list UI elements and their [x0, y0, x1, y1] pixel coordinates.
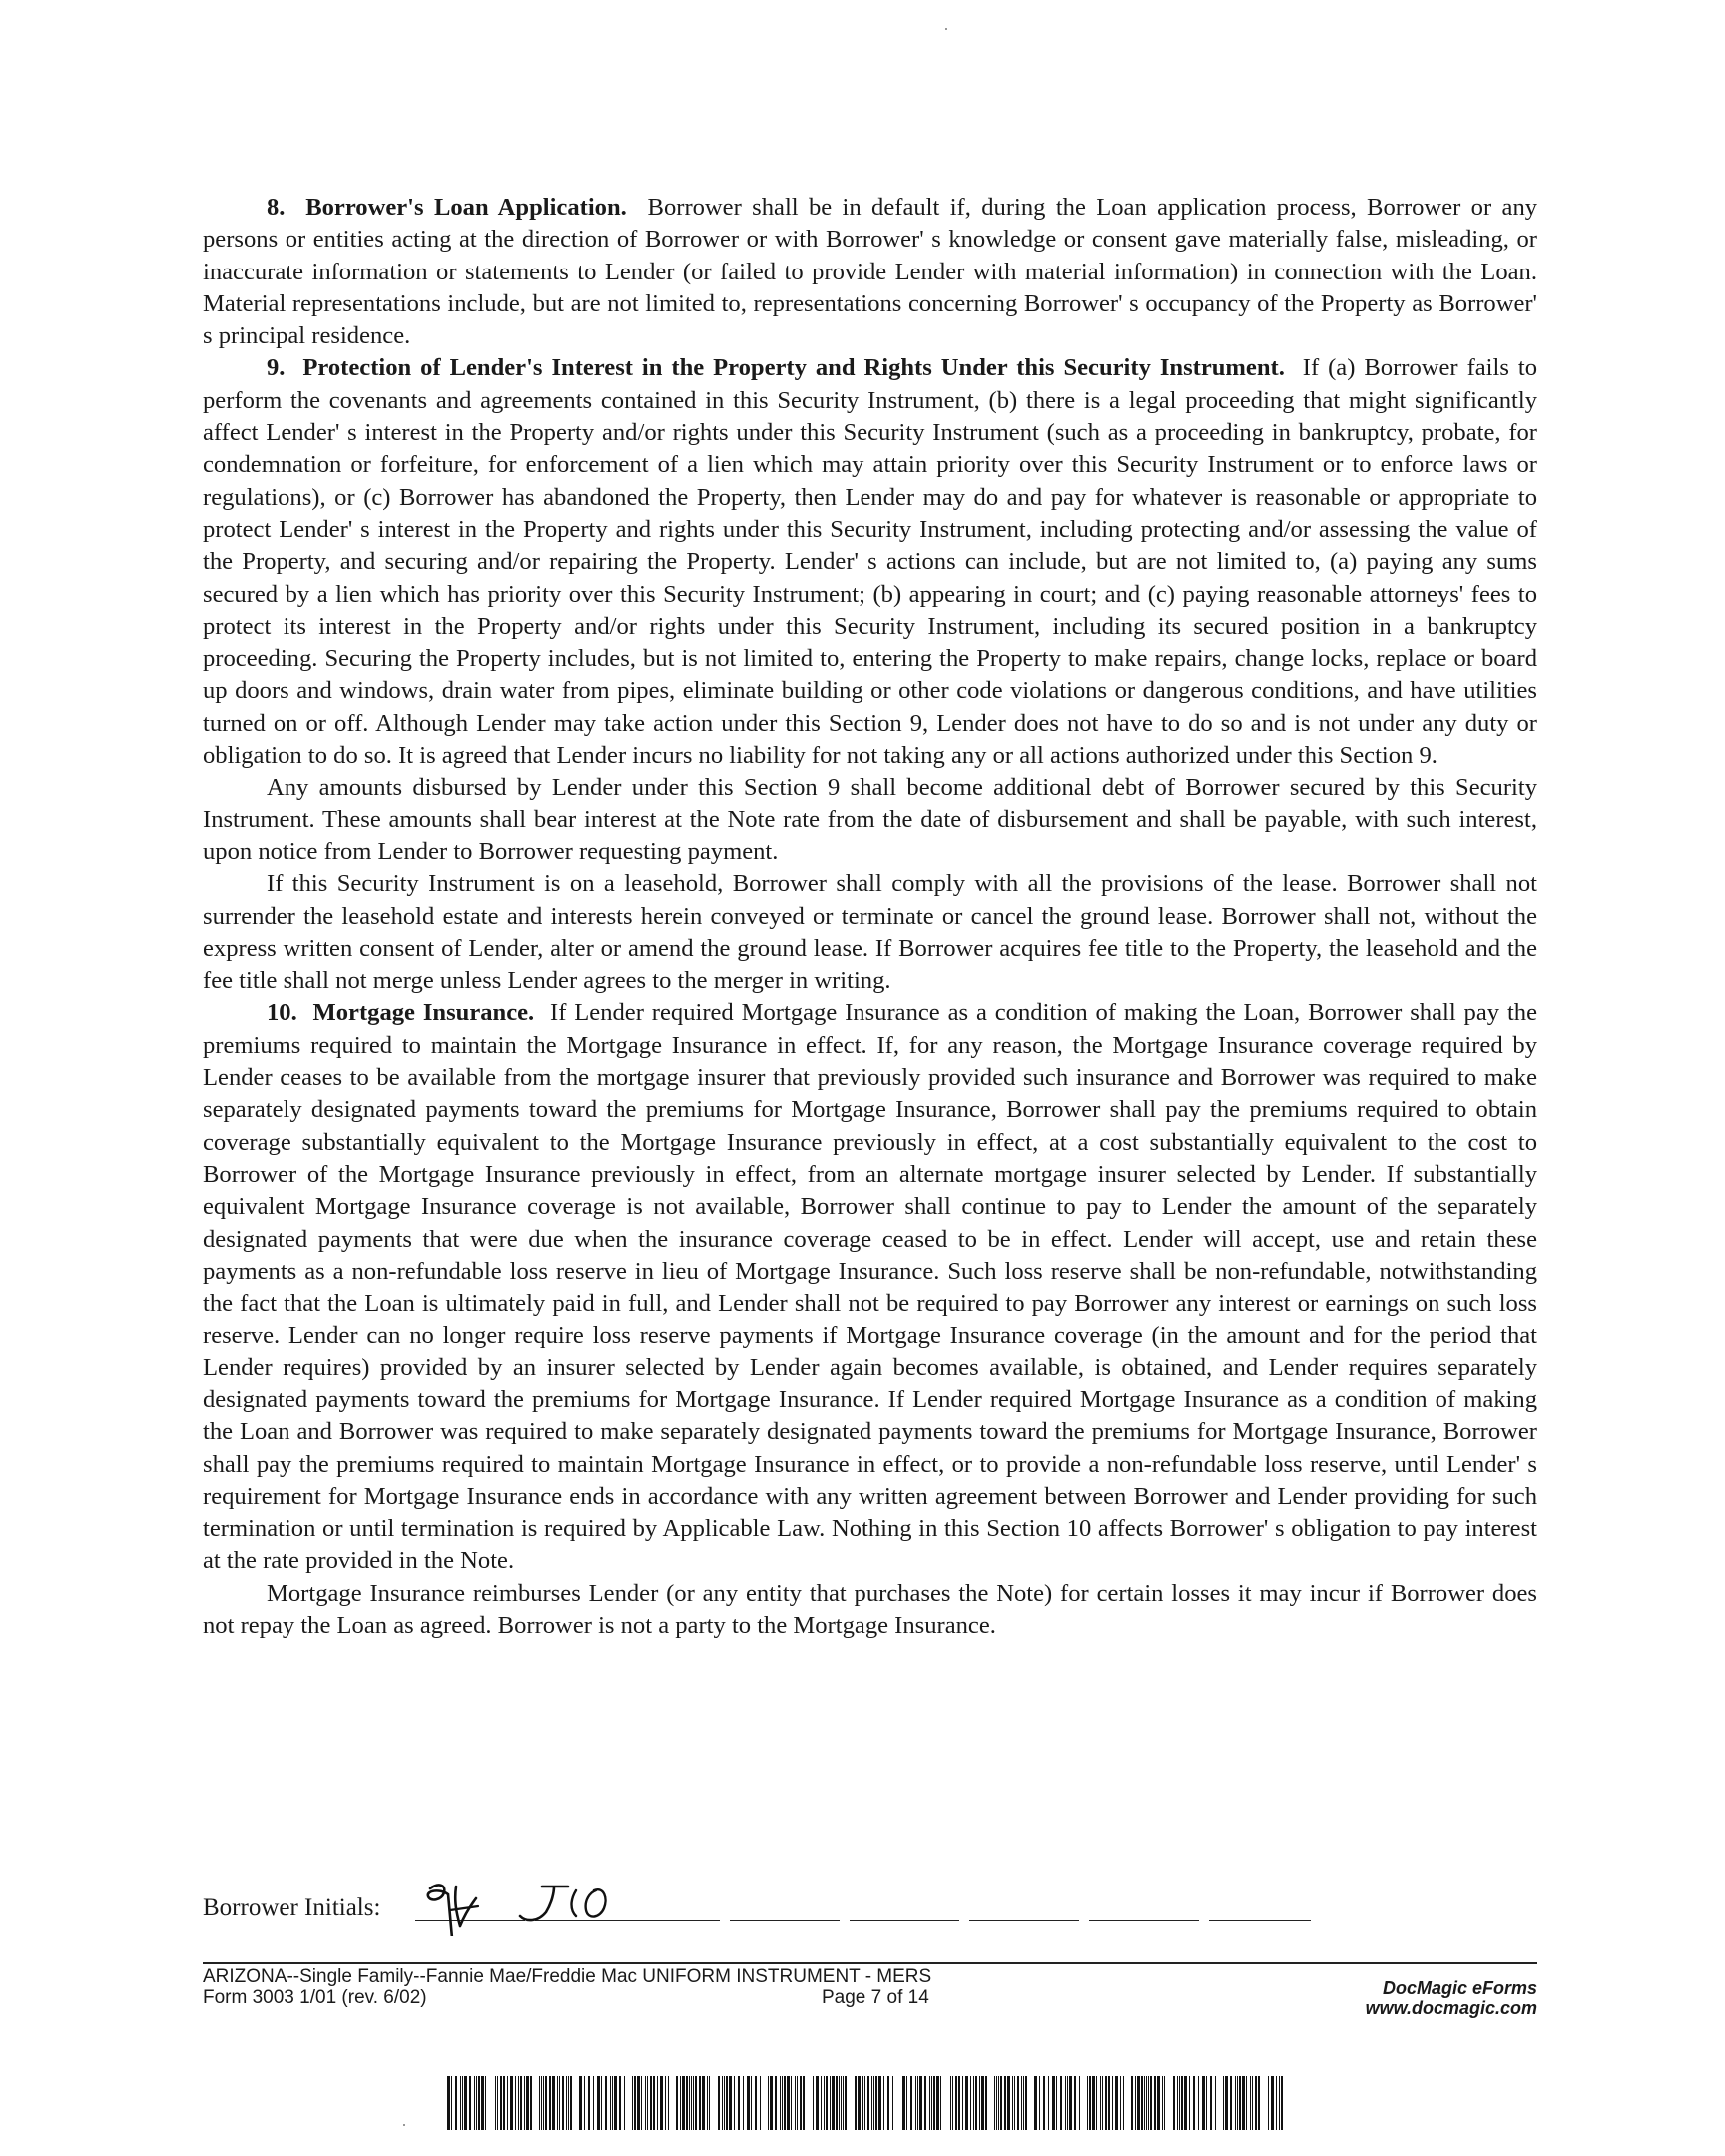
section-9-heading: Protection of Lender's Interest in the Property and Rights Under this Security Instrument.	[302, 354, 1285, 382]
barcode-bar	[892, 2076, 893, 2130]
barcode-bar	[955, 2076, 957, 2130]
barcode-bar	[1276, 2076, 1277, 2130]
barcode-bar	[910, 2076, 912, 2130]
initials-field-3[interactable]	[730, 1920, 840, 1921]
footer-rule	[203, 1962, 1537, 1964]
barcode-bar	[474, 2076, 475, 2130]
barcode-bar	[770, 2076, 773, 2130]
initials-field-4[interactable]	[850, 1920, 959, 1921]
section-8-text: Borrower shall be in default if, during the Loan application process, Borrower or any persons or entities acting at the direction of Borrower or with Borrower' s knowledge or consent gave materially false, misleading, or inaccurate information or statements to Lender (or failed to provide Lender with material information) in connection with the Loan. Material representations include, but are not limited to, representations concerning Borrower' s occupancy of the Property as Borrower' s principal residence.	[203, 194, 1538, 350]
barcode-bar	[593, 2076, 594, 2130]
barcode-bar	[1052, 2076, 1055, 2130]
footer-form-title: ARIZONA--Single Family--Fannie Mae/Freddie Mac UNIFORM INSTRUMENT - MERS	[203, 1966, 932, 1987]
docmagic-website: www.docmagic.com	[1365, 1998, 1537, 2018]
barcode-bar	[682, 2076, 685, 2130]
barcode-bar	[507, 2076, 508, 2130]
barcode-bar	[952, 2076, 953, 2130]
barcode-bar	[557, 2076, 558, 2130]
document-body	[203, 192, 1537, 1642]
barcode-bar	[1092, 2076, 1095, 2130]
barcode-bar	[1268, 2076, 1269, 2130]
barcode-bar	[552, 2076, 555, 2130]
barcode-bar	[1144, 2076, 1145, 2130]
barcode-bar	[1120, 2076, 1121, 2130]
barcode-bar	[1108, 2076, 1110, 2130]
barcode-bar	[970, 2076, 971, 2130]
barcode-bar	[481, 2076, 484, 2130]
barcode-bar	[1074, 2076, 1076, 2130]
barcode-bar	[526, 2076, 529, 2130]
barcode-bar	[929, 2076, 930, 2130]
barcode-bar	[543, 2076, 544, 2130]
barcode-bar	[962, 2076, 963, 2130]
barcode-bar	[830, 2076, 831, 2130]
barcode-bar	[836, 2076, 838, 2130]
barcode-bar	[645, 2076, 646, 2130]
barcode-bar	[612, 2076, 613, 2130]
barcode-bar	[601, 2076, 602, 2130]
barcode-bar	[610, 2076, 611, 2130]
barcode-bar	[832, 2076, 835, 2130]
barcode-bar	[873, 2076, 874, 2130]
barcode-bar	[650, 2076, 652, 2130]
barcode-bar	[1198, 2076, 1199, 2130]
barcode-bar	[476, 2076, 477, 2130]
barcode-bar	[1162, 2076, 1163, 2130]
barcode-bar	[878, 2076, 881, 2130]
barcode-bar	[680, 2076, 681, 2130]
barcode-bar	[1184, 2076, 1187, 2130]
barcode-bar	[813, 2076, 814, 2130]
barcode-bar	[780, 2076, 781, 2130]
barcode-bar	[1223, 2076, 1224, 2130]
barcode-bar	[979, 2076, 980, 2130]
barcode-bar	[915, 2076, 916, 2130]
barcode-bar	[795, 2076, 796, 2130]
section-9-number: 9.	[267, 354, 286, 382]
barcode-bar	[1157, 2076, 1160, 2130]
barcode-bar	[985, 2076, 987, 2130]
barcode-bar	[520, 2076, 522, 2130]
barcode-bar	[887, 2076, 889, 2130]
barcode-bar	[724, 2076, 725, 2130]
barcode-bar	[722, 2076, 723, 2130]
barcode-bar	[1215, 2076, 1216, 2130]
barcode-bar	[1100, 2076, 1101, 2130]
docmagic-logo: DocMagic eForms	[1382, 1978, 1537, 1998]
barcode-bar	[1039, 2076, 1040, 2130]
barcode-bar	[702, 2076, 705, 2130]
footer-page-number: Page 7 of 14	[822, 1987, 929, 2008]
barcode-bar	[1105, 2076, 1107, 2130]
barcode-bar	[1150, 2076, 1152, 2130]
barcode-bar	[1177, 2076, 1178, 2130]
barcode-bar	[1235, 2076, 1236, 2130]
barcode-bar	[1252, 2076, 1253, 2130]
barcode-bar	[570, 2076, 572, 2130]
barcode-bar	[1034, 2076, 1037, 2130]
section-10-number: 10.	[267, 999, 297, 1027]
barcode-bar	[797, 2076, 798, 2130]
barcode-bar	[729, 2076, 732, 2130]
barcode-bar	[1250, 2076, 1251, 2130]
barcode-bar	[1258, 2076, 1260, 2130]
barcode-bar	[624, 2076, 625, 2130]
footer-form-info	[203, 1966, 1121, 2008]
barcode-bar	[691, 2076, 692, 2130]
barcode-bar	[843, 2076, 844, 2130]
barcode-bar	[460, 2076, 461, 2130]
barcode-bar	[919, 2076, 922, 2130]
barcode-bar	[1206, 2076, 1207, 2130]
barcode-bar	[841, 2076, 842, 2130]
barcode-bar	[826, 2076, 828, 2130]
barcode-bar	[1069, 2076, 1072, 2130]
barcode-bar	[1021, 2076, 1022, 2130]
handwritten-initials-signature	[203, 1877, 722, 1936]
barcode-bar	[447, 2076, 450, 2130]
barcode-bar	[469, 2076, 471, 2130]
barcode-bar	[1146, 2076, 1147, 2130]
barcode-bar	[816, 2076, 819, 2130]
section-9-paragraph-3: If this Security Instrument is on a leasehold, Borrower shall comply with all the provisions of the lease. Borrower shall not surrender the leasehold estate and interests herein conveyed or terminate or cancel the ground lease. Borrower shall not, without the express written consent of Lender, alter or amend the ground lease. If Borrower acquires fee title to the Property, the leasehold and the fee title shall not merge unless Lender agrees to the merger in writing.	[203, 870, 1537, 995]
barcode-bar	[1017, 2076, 1019, 2130]
barcode-bar	[1079, 2076, 1080, 2130]
barcode-bar	[975, 2076, 977, 2130]
section-8	[203, 192, 1537, 352]
barcode-bar	[1087, 2076, 1088, 2130]
barcode-bar	[871, 2076, 872, 2130]
barcode-bar	[1239, 2076, 1241, 2130]
barcode-bar	[641, 2076, 642, 2130]
section-9-text: If (a) Borrower fails to perform the covenants and agreements contained in this Security Instrument, (b) there is a legal proceeding that might significantly affect Lender' s interest in the Property and/or rights under this Security Instrument (such as a proceeding in bankruptcy, probate, for condemnation or forfeiture, for enforcement of a lien which may attain priority over this Security Instrument or to enforce laws or regulations), or (c) Borrower has abandoned the Property, then Lender may do and pay for whatever is reasonable or appropriate to protect Lender' s interest in the Property and rights under this Security Instrument, including protecting and/or assessing the value of the Property, and securing and/or repairing the Property. Lender' s actions can include, but are not limited to, (a) paying any sums secured by a lien which has priority over this Security Instrument; (b) appearing in court; and (c) paying reasonable attorneys' fees to protect its interest in the Property and/or rights under this Security Instrument, including its secured position in a bankruptcy proceeding. Securing the Property includes, but is not limited to, entering the Property to make repairs, change locks, replace or board up doors and windows, drain water from pipes, eliminate building or other code violations or dangerous conditions, and have utilities turned on or off. Although Lender may take action under this Section 9, Lender does not have to do so and is not under any duty or obligation to do so. It is agreed that Lender incurs no liability for not taking any or all actions authorized under this Section 9.	[203, 354, 1538, 770]
section-10-text: If Lender required Mortgage Insurance as a condition of making the Loan, Borrower shall pay the premiums required to maintain the Mortgage Insurance in effect. If, for any reason, the Mortgage Insurance coverage required by Lender ceases to be available from the mortgage insurer that previously provided such insurance and Borrower was required to make separately designated payments toward the premiums for Mortgage Insurance, Borrower shall pay the premiums required to obtain coverage substantially equivalent to the Mortgage Insurance previously in effect, at a cost substantially equivalent to the cost to Borrower of the Mortgage Insurance previously in effect, from an alternate mortgage insurer selected by Lender. If substantially equivalent Mortgage Insurance coverage is not available, Borrower shall continue to pay to Lender the amount of the separately designated payments that were due when the insurance coverage ceased to be in effect. Lender will accept, use and retain these payments as a non-refundable loss reserve in lieu of Mortgage Insurance. Such loss reserve shall be non-refundable, notwithstanding the fact that the Loan is ultimately paid in full, and Lender shall not be required to pay Borrower any interest or earnings on such loss reserve. Lender can no longer require loss reserve payments if Mortgage Insurance coverage (in the amount and for the period that Lender requires) provided by an insurer selected by Lender again becomes available, is obtained, and Lender requires separately designated payments toward the premiums for Mortgage Insurance. If Lender required Mortgage Insurance as a condition of making the Loan and Borrower was required to make separately designated payments toward the premiums for Mortgage Insurance, Borrower shall pay the premiums required to maintain Mortgage Insurance in effect, or to provide a non-refundable loss reserve, until Lender' s requirement for Mortgage Insurance ends in accordance with any written agreement between Borrower and Lender providing for such termination or until termination is required by Applicable Law. Nothing in this Section 10 affects Borrower' s obligation to pay interest at the rate provided in the Note.	[203, 999, 1538, 1575]
barcode-bar	[800, 2076, 802, 2130]
barcode-bar	[998, 2076, 999, 2130]
barcode-bar	[665, 2076, 666, 2130]
barcode-bar	[875, 2076, 877, 2130]
barcode-bar	[1065, 2076, 1066, 2130]
barcode-bar	[510, 2076, 513, 2130]
barcode-bar	[933, 2076, 935, 2130]
barcode-bar	[693, 2076, 694, 2130]
barcode-bar	[686, 2076, 688, 2130]
barcode-bar	[1007, 2076, 1010, 2130]
barcode-bar	[858, 2076, 861, 2130]
barcode-bar	[1141, 2076, 1143, 2130]
barcode-bar	[1043, 2076, 1045, 2130]
barcode-bar	[668, 2076, 669, 2130]
barcode-bar	[803, 2076, 805, 2130]
barcode-bar	[478, 2076, 480, 2130]
barcode-bar	[906, 2076, 907, 2130]
barcode-bar	[782, 2076, 783, 2130]
barcode-bar	[940, 2076, 941, 2130]
initials-field-7[interactable]	[1209, 1920, 1311, 1921]
barcode-bar	[1000, 2076, 1002, 2130]
barcode-bar	[637, 2076, 640, 2130]
barcode-bar	[695, 2076, 697, 2130]
barcode-bar	[1023, 2076, 1024, 2130]
barcode-bar	[821, 2076, 822, 2130]
footer-form-number: Form 3003 1/01 (rev. 6/02)	[203, 1987, 427, 2008]
barcode-bar	[1210, 2076, 1212, 2130]
barcode-bar	[500, 2076, 502, 2130]
barcode-bar	[707, 2076, 708, 2130]
barcode-bar	[653, 2076, 655, 2130]
barcode-bar	[515, 2076, 516, 2130]
barcode-bar	[1246, 2076, 1247, 2130]
barcode-bar	[862, 2076, 863, 2130]
barcode-bar	[676, 2076, 678, 2130]
barcode-bar	[718, 2076, 720, 2130]
barcode-bar	[1089, 2076, 1091, 2130]
barcode-bar	[518, 2076, 519, 2130]
barcode-bar	[1004, 2076, 1006, 2130]
initials-field-5[interactable]	[969, 1920, 1079, 1921]
barcode-bar	[524, 2076, 525, 2130]
barcode-bar	[734, 2076, 735, 2130]
barcode-bar	[614, 2076, 617, 2130]
barcode-bar	[973, 2076, 974, 2130]
barcode-bar	[566, 2076, 567, 2130]
borrower-initials-row	[203, 1877, 1311, 1926]
barcode-bar	[760, 2076, 761, 2130]
barcode-bar	[1112, 2076, 1113, 2130]
barcode-bar	[545, 2076, 547, 2130]
barcode-bar	[902, 2076, 905, 2130]
barcode	[447, 2076, 1288, 2130]
barcode-bar	[1179, 2076, 1180, 2130]
footer-line-2	[203, 1987, 1121, 2008]
barcode-bar	[1067, 2076, 1068, 2130]
barcode-bar	[775, 2076, 777, 2130]
barcode-bar	[883, 2076, 884, 2130]
barcode-bar	[845, 2076, 847, 2130]
barcode-bar	[709, 2076, 710, 2130]
section-10-heading: Mortgage Insurance.	[312, 999, 535, 1027]
barcode-bar	[1164, 2076, 1165, 2130]
barcode-bar	[568, 2076, 569, 2130]
barcode-bar	[588, 2076, 590, 2130]
barcode-bar	[1048, 2076, 1049, 2130]
barcode-bar	[1060, 2076, 1062, 2130]
barcode-bar	[864, 2076, 865, 2130]
barcode-bar	[965, 2076, 968, 2130]
barcode-bar	[784, 2076, 786, 2130]
barcode-bar	[839, 2076, 840, 2130]
barcode-bar	[503, 2076, 505, 2130]
barcode-bar	[924, 2076, 926, 2130]
barcode-bar	[1123, 2076, 1124, 2130]
barcode-bar	[1173, 2076, 1175, 2130]
barcode-bar	[747, 2076, 750, 2130]
barcode-bar	[1181, 2076, 1183, 2130]
barcode-bar	[1193, 2076, 1195, 2130]
borrower-initials-label: Borrower Initials:	[203, 1894, 381, 1921]
barcode-bar	[787, 2076, 790, 2130]
barcode-bar	[562, 2076, 564, 2130]
footer-brand	[1366, 1978, 1537, 2018]
barcode-bar	[1242, 2076, 1245, 2130]
barcode-bar	[1025, 2076, 1027, 2130]
barcode-bar	[495, 2076, 496, 2130]
section-10	[203, 997, 1537, 1577]
barcode-bar	[917, 2076, 918, 2130]
section-9	[203, 352, 1537, 772]
barcode-bar	[743, 2076, 744, 2130]
barcode-bar	[660, 2076, 663, 2130]
barcode-bar	[958, 2076, 960, 2130]
barcode-bar	[768, 2076, 769, 2130]
barcode-bar	[657, 2076, 658, 2130]
scan-speck	[403, 2124, 405, 2126]
barcode-bar	[647, 2076, 648, 2130]
barcode-bar	[619, 2076, 621, 2130]
barcode-bar	[1148, 2076, 1149, 2130]
barcode-bar	[950, 2076, 951, 2130]
section-9-paragraph-2: Any amounts disbursed by Lender under this Section 9 shall become additional debt of Borrower secured by this Security Instrument. These amounts shall bear interest at the Note rate from the date of disbursement and shall be payable, with such interest, upon notice from Lender to Borrower requesting payment.	[203, 774, 1537, 865]
barcode-bar	[464, 2076, 467, 2130]
barcode-bar	[1131, 2076, 1133, 2130]
barcode-bar	[1115, 2076, 1118, 2130]
barcode-bar	[451, 2076, 452, 2130]
barcode-bar	[738, 2076, 740, 2130]
barcode-bar	[462, 2076, 463, 2130]
barcode-bar	[751, 2076, 752, 2130]
scan-speck	[945, 28, 947, 30]
barcode-bar	[1012, 2076, 1013, 2130]
barcode-bar	[1189, 2076, 1190, 2130]
barcode-bar	[981, 2076, 984, 2130]
barcode-bar	[1202, 2076, 1205, 2130]
barcode-bar	[1096, 2076, 1097, 2130]
barcode-bar	[1137, 2076, 1140, 2130]
barcode-bar	[1279, 2076, 1280, 2130]
barcode-bar	[605, 2076, 607, 2130]
section-10-paragraph-2: Mortgage Insurance reimburses Lender (or any entity that purchases the Note) for certain losses it may incur if Borrower does not repay the Loan as agreed. Borrower is not a party to the Mortgage Insurance.	[203, 1579, 1537, 1640]
initials-field-6[interactable]	[1089, 1920, 1199, 1921]
barcode-bar	[539, 2076, 540, 2130]
barcode-bar	[1056, 2076, 1057, 2130]
barcode-bar	[1135, 2076, 1136, 2130]
barcode-bar	[632, 2076, 633, 2130]
barcode-bar	[549, 2076, 551, 2130]
barcode-bar	[1271, 2076, 1274, 2130]
section-8-number: 8.	[267, 194, 286, 221]
barcode-bar	[791, 2076, 792, 2130]
barcode-bar	[994, 2076, 995, 2130]
barcode-bar	[855, 2076, 857, 2130]
barcode-bar	[1154, 2076, 1156, 2130]
barcode-bar	[455, 2076, 457, 2130]
barcode-bar	[1230, 2076, 1232, 2130]
barcode-bar	[1237, 2076, 1238, 2130]
barcode-bar	[530, 2076, 532, 2130]
barcode-bar	[541, 2076, 542, 2130]
barcode-bar	[579, 2076, 582, 2130]
barcode-bar	[867, 2076, 869, 2130]
barcode-bar	[699, 2076, 701, 2130]
barcode-bar	[936, 2076, 939, 2130]
barcode-bar	[824, 2076, 825, 2130]
barcode-bar	[755, 2076, 757, 2130]
barcode-bar	[689, 2076, 690, 2130]
barcode-bar	[931, 2076, 932, 2130]
barcode-bar	[559, 2076, 560, 2130]
barcode-bar	[497, 2076, 498, 2130]
barcode-bar	[1014, 2076, 1015, 2130]
barcode-bar	[726, 2076, 728, 2130]
barcode-bar	[485, 2076, 486, 2130]
barcode-bar	[597, 2076, 600, 2130]
barcode-bar	[1102, 2076, 1103, 2130]
section-8-heading: Borrower's Loan Application.	[305, 194, 627, 221]
barcode-bar	[996, 2076, 997, 2130]
barcode-bar	[1255, 2076, 1257, 2130]
barcode-bar	[634, 2076, 636, 2130]
barcode-bar	[1225, 2076, 1228, 2130]
barcode-bar	[584, 2076, 585, 2130]
barcode-bar	[1281, 2076, 1283, 2130]
